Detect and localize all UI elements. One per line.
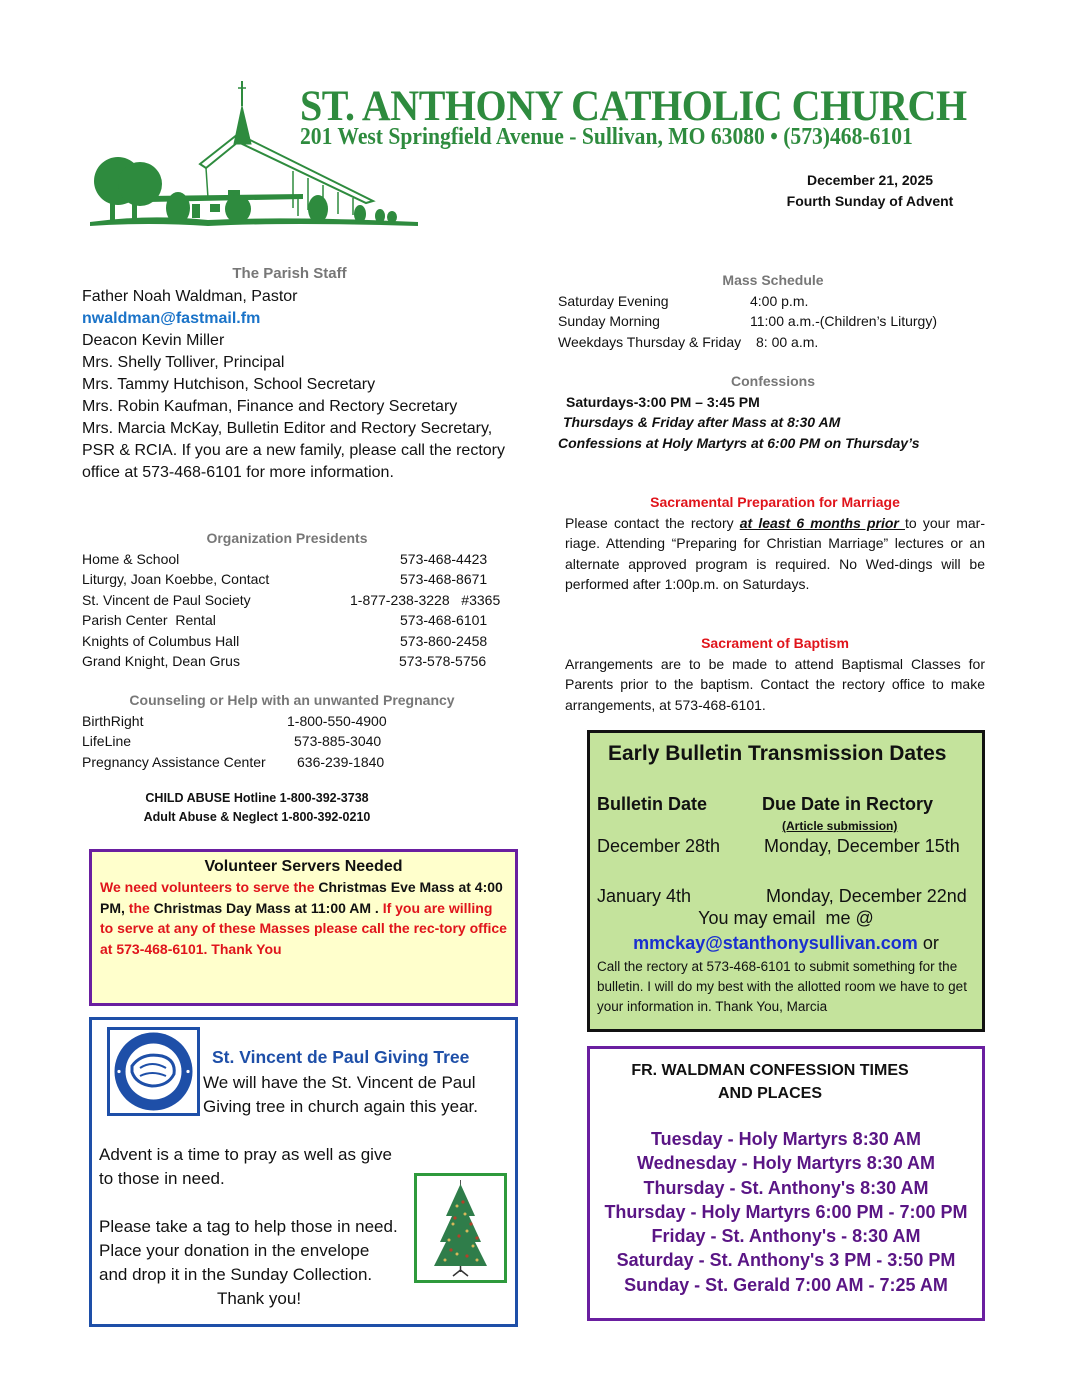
org-row — [82, 631, 512, 652]
org-row — [82, 549, 512, 570]
confession-times-title-line: FR. WALDMAN CONFESSION TIMES — [631, 1062, 909, 1079]
giving-tree-line: Please take a tag to help those in need. — [99, 1217, 398, 1236]
due-date-cell: Monday, December 22nd — [766, 886, 967, 906]
church-name: ST. ANTHONY CATHOLIC CHURCH — [300, 83, 967, 130]
bulletin-date-block — [770, 170, 970, 212]
adult-abuse-hotline: Adult Abuse & Neglect 1-800-392-0210 — [143, 810, 371, 824]
org-phone: 573-468-6101 — [400, 612, 488, 628]
giving-tree-line: to those in need. — [99, 1169, 225, 1188]
volunteer-text-seg: We need volunteers to serve the — [100, 879, 319, 895]
staff-line: Deacon Kevin Miller — [82, 332, 225, 349]
liturgical-occasion: Fourth Sunday of Advent — [786, 193, 954, 209]
christmas-tree-image — [414, 1173, 507, 1283]
volunteer-text-seg: Christmas Day Mass at 11:00 AM . — [153, 899, 383, 916]
email-line — [590, 933, 982, 954]
org-phone: 573-468-8671 — [400, 571, 488, 587]
org-name: Knights of Columbus Hall — [82, 632, 240, 649]
mass-schedule-section — [558, 270, 988, 352]
volunteer-text-seg: Christmas Eve Mass at 4:00 PM, — [100, 879, 503, 916]
org-name: Home & School — [82, 550, 180, 567]
early-bulletin-box — [587, 730, 985, 1032]
confession-time-item: Thursday - Holy Martyrs 6:00 PM - 7:00 PM — [604, 1201, 968, 1222]
mass-day: Sunday Morning — [558, 313, 660, 329]
hotlines — [82, 789, 432, 827]
marriage-prep-section — [565, 492, 985, 595]
mass-time: 8: 00 a.m. — [756, 333, 819, 350]
christmas-tree-icon — [417, 1176, 504, 1280]
counseling-row — [82, 731, 512, 752]
email-suffix: or — [917, 933, 939, 953]
counseling-name: Pregnancy Assistance Center — [82, 753, 266, 770]
baptism-heading: Sacrament of Baptism — [701, 635, 849, 651]
editor-email-link[interactable]: mmckay@stanthonysullivan.com — [633, 933, 918, 953]
confession-times-title-line: AND PLACES — [717, 1085, 822, 1102]
mass-row — [558, 291, 988, 312]
staff-line: Mrs. Marcia McKay, Bulletin Editor and Rectory Secretary, — [82, 420, 493, 437]
organization-presidents-heading: Organization Presidents — [206, 530, 368, 546]
confession-time-item: Wednesday - Holy Martyrs 8:30 AM — [636, 1153, 936, 1174]
org-phone: 573-860-2458 — [400, 632, 488, 649]
volunteer-servers-box — [89, 849, 518, 1006]
marriage-text-seg: Please contact the rectory — [565, 514, 740, 531]
counseling-phone: 1-800-550-4900 — [287, 712, 387, 729]
organization-presidents-section — [82, 528, 512, 672]
bulletin-date: December 21, 2025 — [806, 172, 934, 188]
mass-day: Weekdays Thursday & Friday — [558, 333, 742, 350]
giving-tree-line: Advent is a time to pray as well as give — [99, 1145, 392, 1164]
volunteer-text — [100, 877, 507, 959]
counseling-heading: Counseling or Help with an unwanted Pregnancy — [129, 692, 455, 708]
confession-times-title — [590, 1059, 950, 1105]
giving-tree-intro: We will have the St. Vincent de Paul Giving tree in church again this year. — [203, 1073, 478, 1116]
staff-line: Mrs. Tammy Hutchison, School Secretary — [82, 376, 376, 393]
svdp-society-logo-icon — [107, 1027, 200, 1116]
mass-row — [558, 311, 988, 332]
marriage-heading: Sacramental Preparation for Marriage — [650, 494, 900, 510]
due-date-subheader: (Article submission) — [782, 819, 898, 833]
counseling-name: BirthRight — [82, 712, 144, 729]
bulletin-date-cell: January 4th — [597, 886, 692, 906]
giving-tree-line: and drop it in the Sunday Collection. — [99, 1265, 373, 1284]
confession-time-item: Sunday - St. Gerald 7:00 AM - 7:25 AM — [624, 1274, 948, 1295]
volunteer-text-seg: If you are willing to serve at any of these Masses please call the rec-tory office at 573-468-6101. Thank You — [100, 899, 507, 957]
staff-line: PSR & RCIA. If you are a new family, please call the rectory — [82, 442, 505, 459]
parish-staff-heading: The Parish Staff — [232, 265, 347, 282]
org-row — [82, 569, 512, 590]
baptism-text: Arrangements are to be made to attend Baptismal Classes for Parents prior to the baptism. Contact the rectory office to make arrangements, at 573-468-6101. — [565, 655, 985, 713]
counseling-row — [82, 711, 512, 732]
counseling-phone: 636-239-1840 — [297, 753, 385, 770]
church-address: 201 West Springfield Avenue - Sullivan, MO 63080 • (573)468-6101 — [300, 124, 913, 150]
org-phone: 1-877-238-3228 #3365 — [350, 591, 501, 608]
confession-times-list — [590, 1127, 982, 1297]
staff-line: Mrs. Shelly Tolliver, Principal — [82, 354, 285, 371]
early-bulletin-note: Call the rectory at 573-468-6101 to submit something for the bulletin. I will do my best with the allotted room we have to get your information in. Thank You, Marcia — [597, 959, 967, 1014]
org-name: Parish Center Rental — [82, 612, 216, 628]
giving-tree-box — [89, 1017, 518, 1327]
org-name: Grand Knight, Dean Grus — [82, 653, 240, 669]
staff-line: office at 573-468-6101 for more information. — [82, 464, 394, 481]
org-row — [82, 610, 512, 631]
marriage-text — [565, 513, 985, 595]
early-bulletin-title: Early Bulletin Transmission Dates — [608, 742, 947, 765]
mass-schedule-heading: Mass Schedule — [722, 272, 824, 288]
staff-line: Father Noah Waldman, Pastor — [82, 288, 298, 305]
mass-time: 4:00 p.m. — [750, 292, 809, 309]
org-row — [82, 651, 512, 672]
volunteer-heading: Volunteer Servers Needed — [204, 858, 403, 875]
confession-time-item: Thursday - St. Anthony's 8:30 AM — [643, 1177, 929, 1198]
counseling-name: LifeLine — [82, 733, 132, 749]
bulletin-date-header: Bulletin Date — [597, 794, 708, 814]
pastor-email-link[interactable]: nwaldman@fastmail.fm — [82, 310, 261, 327]
baptism-section — [565, 633, 985, 715]
marriage-text-seg: to your mar-riage. Attending “Preparing for Christian Marriage” lectures or an alternate approved program is required. No Wed-dings will be performed after 1:00p.m. on Saturdays. — [565, 514, 985, 592]
counseling-phone: 573-885-3040 — [294, 733, 382, 749]
child-abuse-hotline: CHILD ABUSE Hotline 1-800-392-3738 — [145, 791, 369, 805]
giving-tree-heading: St. Vincent de Paul Giving Tree — [212, 1047, 470, 1067]
confession-time-item: Tuesday - Holy Martyrs 8:30 AM — [650, 1129, 922, 1149]
giving-tree-body — [99, 1143, 419, 1287]
org-row — [82, 590, 512, 611]
org-name: St. Vincent de Paul Society — [82, 591, 251, 608]
due-date-header: Due Date in Rectory — [762, 794, 934, 814]
bulletin-date-cell: December 28th — [597, 836, 721, 856]
org-phone: 573-578-5756 — [399, 653, 487, 669]
mass-day: Saturday Evening — [558, 292, 669, 309]
parish-staff-section — [82, 263, 522, 484]
due-date-cell: Monday, December 15th — [764, 836, 960, 856]
confessions-section — [558, 371, 988, 453]
confessions-heading: Confessions — [730, 373, 815, 389]
marriage-emphasis: at least 6 months prior — [739, 514, 906, 531]
confession-time-item: Saturday - St. Anthony's 3 PM - 3:50 PM — [616, 1250, 956, 1271]
counseling-section — [82, 690, 512, 772]
confessions-weekday: Thursdays & Friday after Mass at 8:30 AM — [563, 414, 841, 430]
giving-tree-line: Place your donation in the envelope — [99, 1241, 370, 1260]
confessions-holy-martyrs: Confessions at Holy Martyrs at 6:00 PM on Thursday’s — [558, 434, 920, 451]
confessions-saturday: Saturdays-3:00 PM – 3:45 PM — [566, 393, 760, 410]
staff-line: Mrs. Robin Kaufman, Finance and Rectory Secretary — [82, 398, 458, 415]
email-prompt: You may email me @ — [698, 908, 874, 928]
org-phone: 573-468-4423 — [400, 550, 488, 567]
confession-time-item: Friday - St. Anthony's - 8:30 AM — [651, 1226, 921, 1247]
org-name: Liturgy, Joan Koebbe, Contact — [82, 571, 270, 587]
mass-time: 11:00 a.m.-(Children’s Liturgy) — [750, 313, 938, 329]
counseling-row — [82, 752, 512, 773]
giving-tree-thanks: Thank you! — [216, 1289, 302, 1308]
mass-row — [558, 332, 988, 353]
volunteer-text-seg: the — [128, 899, 154, 916]
confession-times-box — [587, 1046, 985, 1321]
